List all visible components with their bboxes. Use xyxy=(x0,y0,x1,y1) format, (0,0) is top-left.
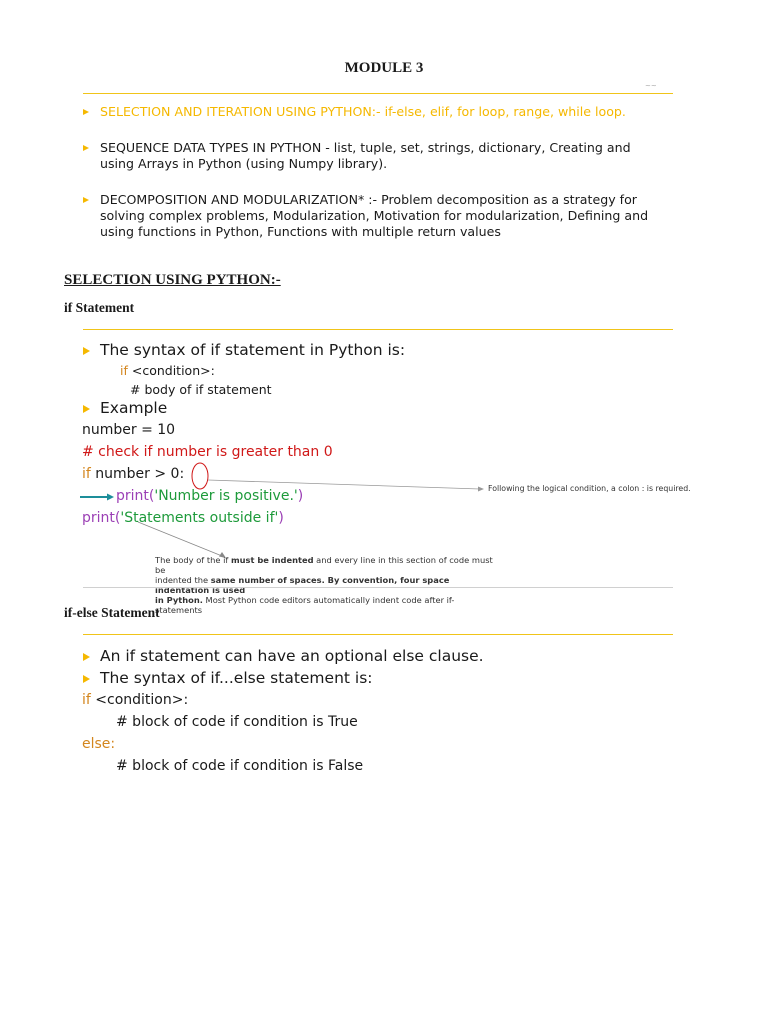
topic-decomposition-line3: using functions in Python, Functions with multiple return values xyxy=(100,224,501,239)
if-else-point-syntax: The syntax of if...else statement is: xyxy=(100,669,373,687)
indentation-note xyxy=(155,555,495,615)
print-close: ) xyxy=(297,488,304,504)
if-else-point-else-clause: An if statement can have an optional else clause. xyxy=(100,647,484,665)
bullet-icon xyxy=(83,653,90,661)
print-fn: print( xyxy=(116,488,155,504)
note-text: and every line in this section of code must be xyxy=(155,555,493,575)
note-text: The body of the if xyxy=(155,555,231,565)
note-callout-line xyxy=(138,522,222,556)
print-string: 'Number is positive.' xyxy=(154,488,298,504)
bullet-icon xyxy=(83,675,90,683)
colon-callout-text: Following the logical condition, a colon : is required. xyxy=(488,484,691,493)
if-statement-heading: if Statement xyxy=(64,300,135,315)
if-keyword: if xyxy=(82,692,91,708)
example-label: Example xyxy=(100,399,168,417)
code-if-keyword: if xyxy=(82,466,91,482)
colon-callout-line xyxy=(208,480,480,489)
print-fn: print( xyxy=(82,510,121,526)
note-text: Most Python code editors automatically indent code after if-statements xyxy=(155,595,455,615)
note-bold: in Python. xyxy=(155,595,203,605)
code-line-comment: # check if number is greater than 0 xyxy=(82,444,333,460)
note-text: indented the xyxy=(155,575,211,585)
code-line-assign: number = 10 xyxy=(82,422,176,438)
divider xyxy=(83,587,673,588)
topic-decomposition-line2: solving complex problems, Modularization, Motivation for modularization, Defining and xyxy=(100,208,649,223)
note-bold: must be indented xyxy=(230,555,314,565)
print-string: 'Statements outside if' xyxy=(120,510,279,526)
divider xyxy=(83,634,673,635)
if-syntax-intro: The syntax of if statement in Python is: xyxy=(100,341,406,359)
note-bold: same number of spaces. By convention, four space indentation is used xyxy=(155,575,450,595)
if-condition: <condition>: xyxy=(90,692,189,708)
print-close: ) xyxy=(278,510,284,526)
topic-decomposition-line1: DECOMPOSITION AND MODULARIZATION* :- Problem decomposition as a strategy for xyxy=(100,192,637,207)
if-syntax-body: # body of if statement xyxy=(130,382,272,397)
colon-callout-arrowhead xyxy=(478,487,484,492)
topic-selection-iteration: SELECTION AND ITERATION USING PYTHON:- if-else, elif, for loop, range, while loop. xyxy=(100,104,626,119)
if-else-true-body: # block of code if condition is True xyxy=(116,714,358,730)
indent-arrow-icon xyxy=(107,494,114,501)
corner-mark: ~~ xyxy=(645,82,657,90)
page-title: MODULE 3 xyxy=(344,60,424,76)
else-keyword: else: xyxy=(82,736,116,752)
if-keyword: if xyxy=(120,363,128,378)
colon-highlight-circle xyxy=(192,463,208,489)
code-if-condition: number > 0: xyxy=(90,466,185,482)
topic-sequence-line2: using Arrays in Python (using Numpy library). xyxy=(100,156,388,171)
topic-sequence-line1: SEQUENCE DATA TYPES IN PYTHON - list, tuple, set, strings, dictionary, Creating and xyxy=(100,140,631,155)
section-heading: SELECTION USING PYTHON:- xyxy=(64,272,281,288)
if-else-false-body: # block of code if condition is False xyxy=(116,758,364,774)
if-else-if-line xyxy=(82,692,188,708)
if-else-heading: if-else Statement xyxy=(64,605,160,620)
if-condition: <condition>: xyxy=(127,363,215,378)
